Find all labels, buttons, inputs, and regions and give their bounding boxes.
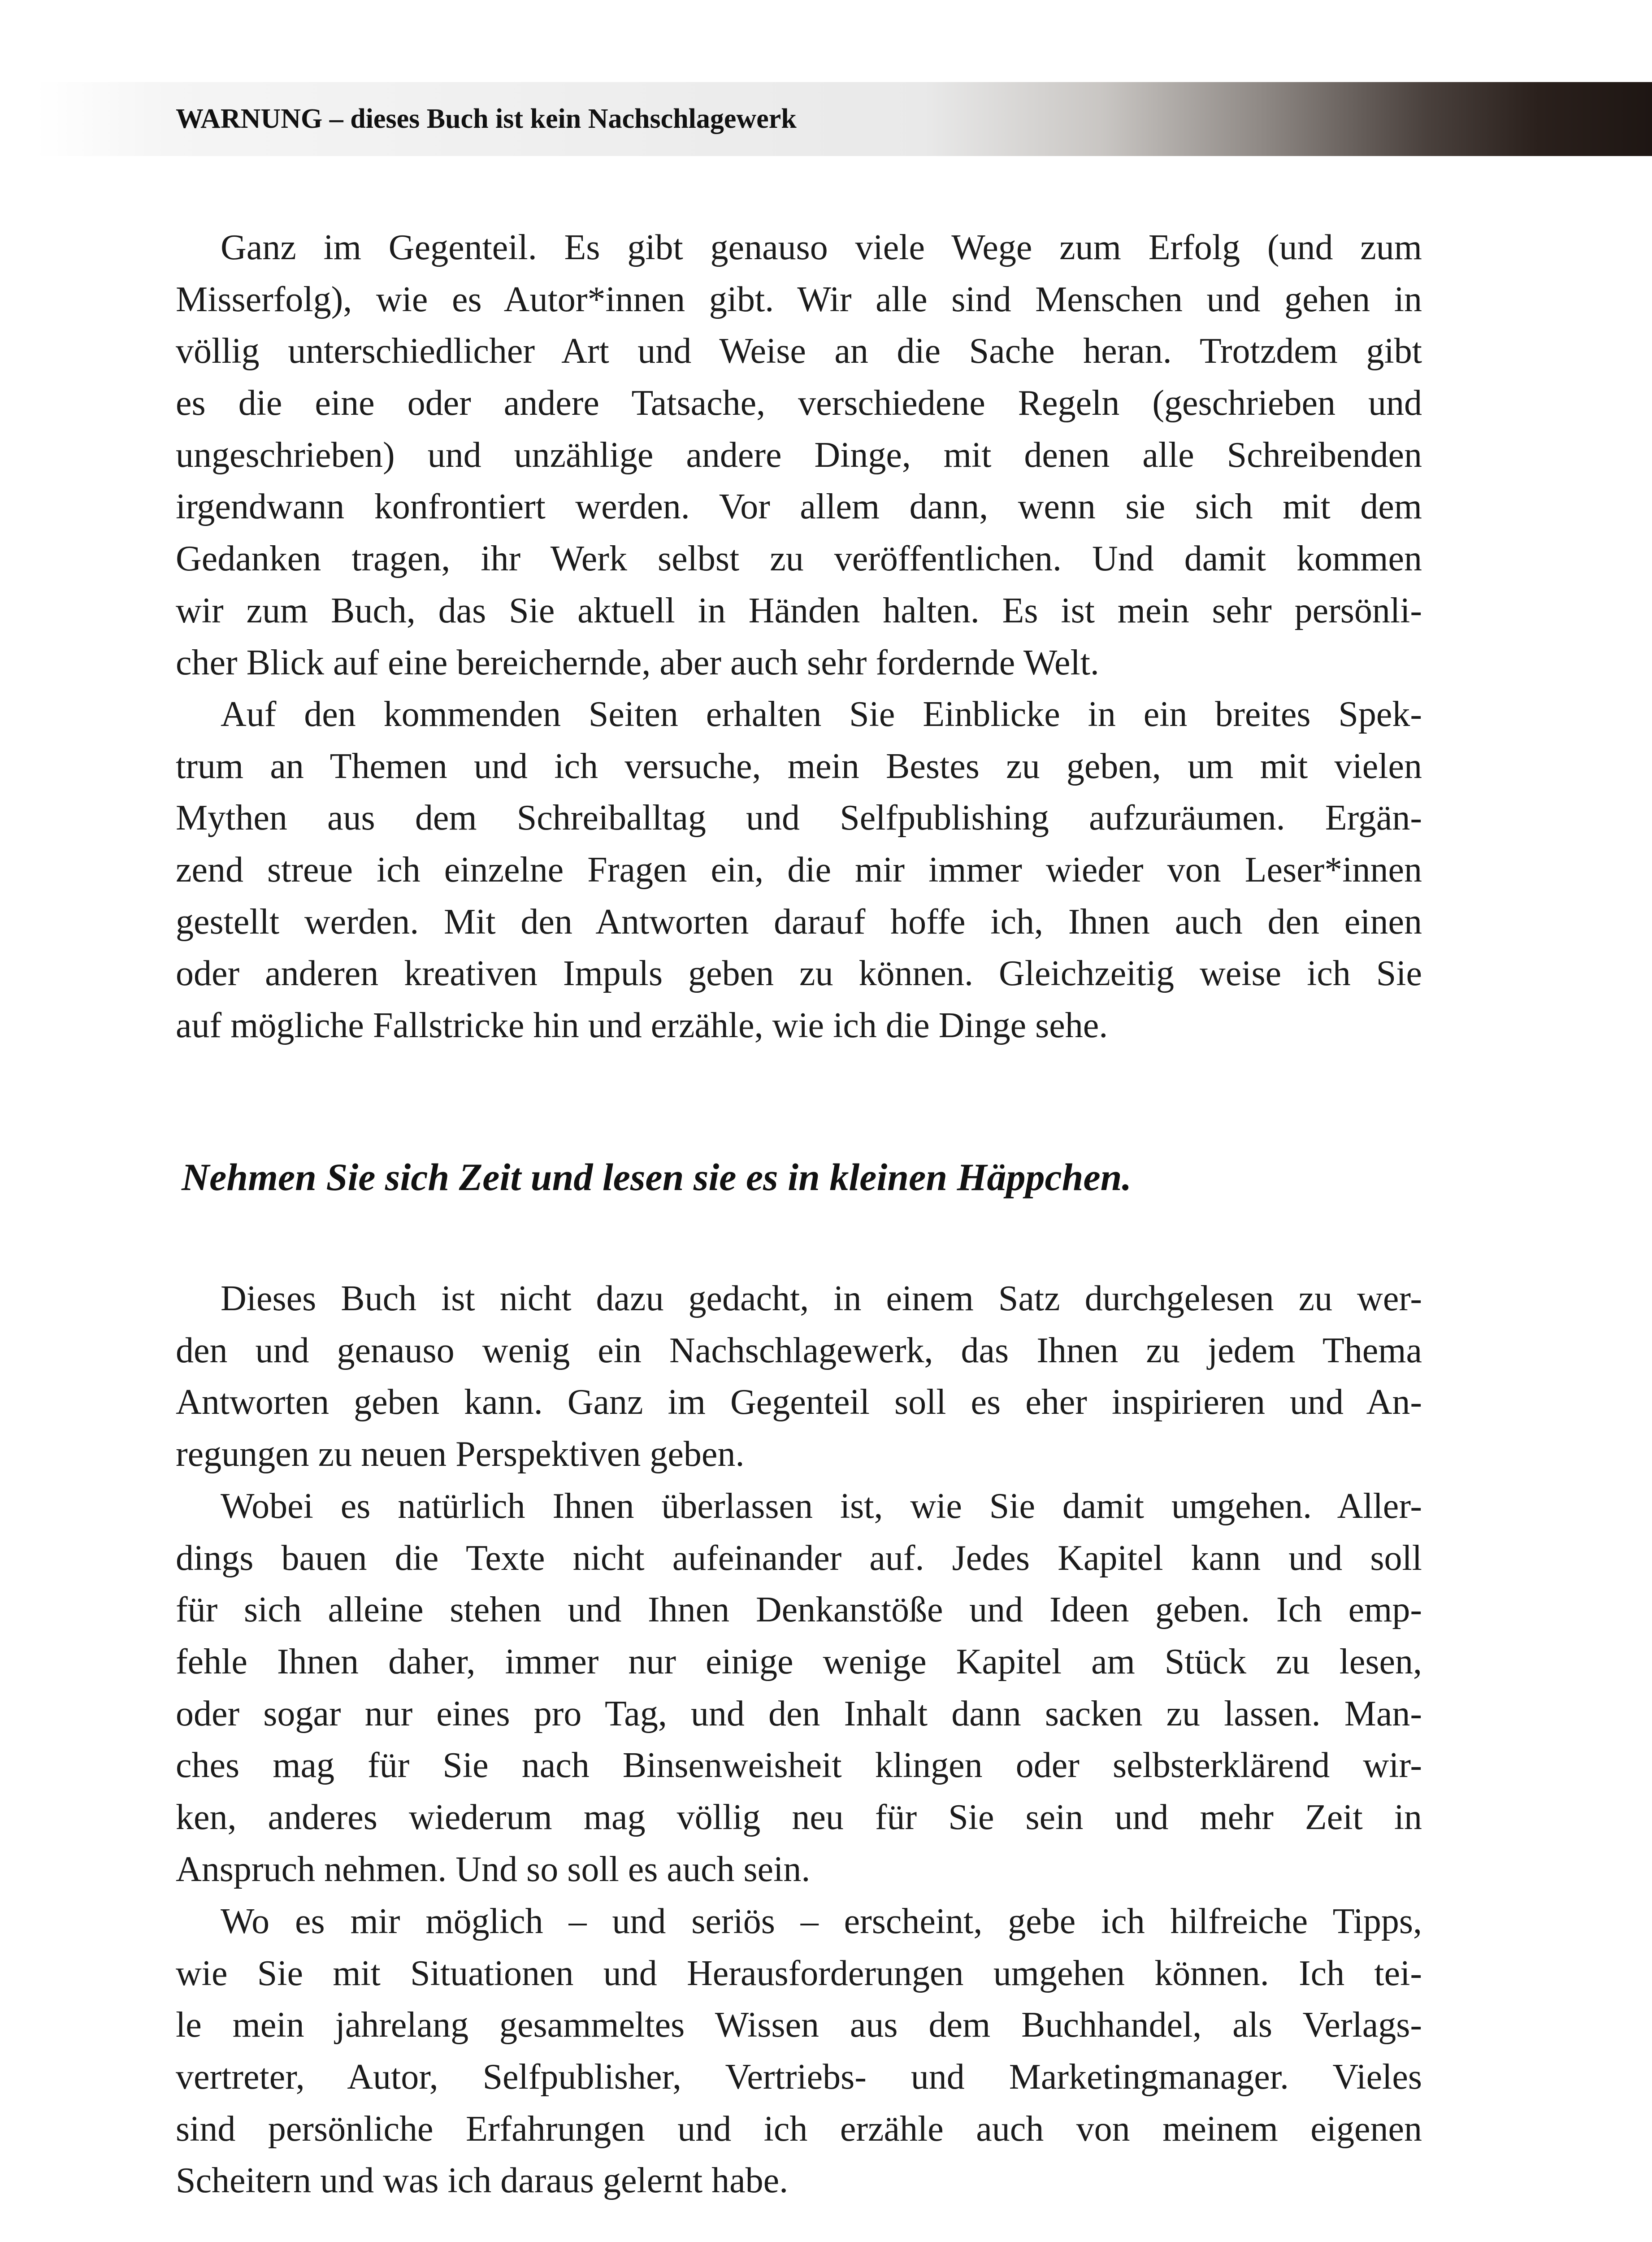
text-line: den und genauso wenig ein Nachschlagewerk, das Ihnen zu jedem Thema: [176, 1330, 1422, 1370]
paragraph-reading-advice: [176, 1481, 1422, 1896]
text-line: ungeschrieben) und unzählige andere Dinge, mit denen alle Schreibenden: [176, 435, 1422, 475]
paragraph-tips: [176, 1896, 1422, 2207]
text-line: le mein jahrelang gesammeltes Wissen aus dem Buchhandel, als Verlags-: [176, 2005, 1422, 2045]
text-line: gestellt werden. Mit den Antworten darauf hoffe ich, Ihnen auch den einen: [176, 902, 1422, 942]
paragraph-purpose: [176, 1273, 1422, 1481]
text-line: Auf den kommenden Seiten erhalten Sie Einblicke in ein breites Spek-: [221, 695, 1422, 734]
text-line: trum an Themen und ich versuche, mein Bestes zu geben, um mit vielen: [176, 746, 1422, 786]
text-line: Ganz im Gegenteil. Es gibt genauso viele Wege zum Erfolg (und zum: [221, 228, 1422, 267]
text-line: dings bauen die Texte nicht aufeinander auf. Jedes Kapitel kann und soll: [176, 1538, 1422, 1578]
text-line: vertreter, Autor, Selfpublisher, Vertriebs- und Marketingmanager. Vieles: [176, 2057, 1422, 2097]
text-line: cher Blick auf eine bereichernde, aber auch sehr fordernde Welt.: [176, 643, 1099, 682]
text-line: regungen zu neuen Perspektiven geben.: [176, 1434, 745, 1474]
text-line: Wo es mir möglich – und seriös – erscheint, gebe ich hilfreiche Tipps,: [221, 1902, 1422, 1941]
text-line: Scheitern und was ich daraus gelernt habe.: [176, 2161, 789, 2201]
text-line: völlig unterschiedlicher Art und Weise an die Sache heran. Trotzdem gibt: [176, 331, 1422, 371]
text-line: Wobei es natürlich Ihnen überlassen ist, wie Sie damit umgehen. Aller-: [221, 1486, 1422, 1526]
text-line: Mythen aus dem Schreiballtag und Selfpublishing aufzuräumen. Ergän-: [176, 798, 1422, 838]
text-line: wir zum Buch, das Sie aktuell in Händen halten. Es ist mein sehr persönli-: [176, 591, 1422, 630]
text-line: ches mag für Sie nach Binsenweisheit klingen oder selbsterklärend wir-: [176, 1746, 1422, 1786]
text-line: für sich alleine stehen und Ihnen Denkanstöße und Ideen geben. Ich emp-: [176, 1590, 1422, 1630]
text-line: Misserfolg), wie es Autor*innen gibt. Wir alle sind Menschen und gehen in: [176, 279, 1422, 319]
text-line: Gedanken tragen, ihr Werk selbst zu veröffentlichen. Und damit kommen: [176, 539, 1422, 579]
text-line: Antworten geben kann. Ganz im Gegenteil soll es eher inspirieren und An-: [176, 1382, 1422, 1422]
text-line: Anspruch nehmen. Und so soll es auch sein.: [176, 1849, 811, 1889]
text-line: sind persönliche Erfahrungen und ich erzähle auch von meinem eigenen: [176, 2109, 1422, 2149]
text-line: ken, anderes wiederum mag völlig neu für Sie sein und mehr Zeit in: [176, 1798, 1422, 1838]
text-line: irgendwann konfrontiert werden. Vor allem dann, wenn sie sich mit dem: [176, 487, 1422, 527]
paragraph-intro: [176, 222, 1422, 689]
paragraph-overview: [176, 689, 1422, 1052]
text-line: zend streue ich einzelne Fragen ein, die mir immer wieder von Leser*innen: [176, 850, 1422, 890]
text-line: oder anderen kreativen Impuls geben zu können. Gleichzeitig weise ich Sie: [176, 954, 1422, 994]
text-line: Dieses Buch ist nicht dazu gedacht, in einem Satz durchgelesen zu wer-: [221, 1279, 1422, 1318]
running-header-title: WARNUNG – dieses Buch ist kein Nachschlagewerk: [176, 104, 797, 134]
section-subheading: Nehmen Sie sich Zeit und lesen sie es in kleinen Häppchen.: [182, 1156, 1132, 1199]
text-line: es die eine oder andere Tatsache, verschiedene Regeln (geschrieben und: [176, 383, 1422, 423]
text-line: auf mögliche Fallstricke hin und erzähle, wie ich die Dinge sehe.: [176, 1006, 1108, 1046]
text-line: oder sogar nur eines pro Tag, und den Inhalt dann sacken zu lassen. Man-: [176, 1694, 1422, 1734]
text-line: wie Sie mit Situationen und Herausforderungen umgehen können. Ich tei-: [176, 1953, 1422, 1993]
text-line: fehle Ihnen daher, immer nur einige wenige Kapitel am Stück zu lesen,: [176, 1642, 1422, 1682]
